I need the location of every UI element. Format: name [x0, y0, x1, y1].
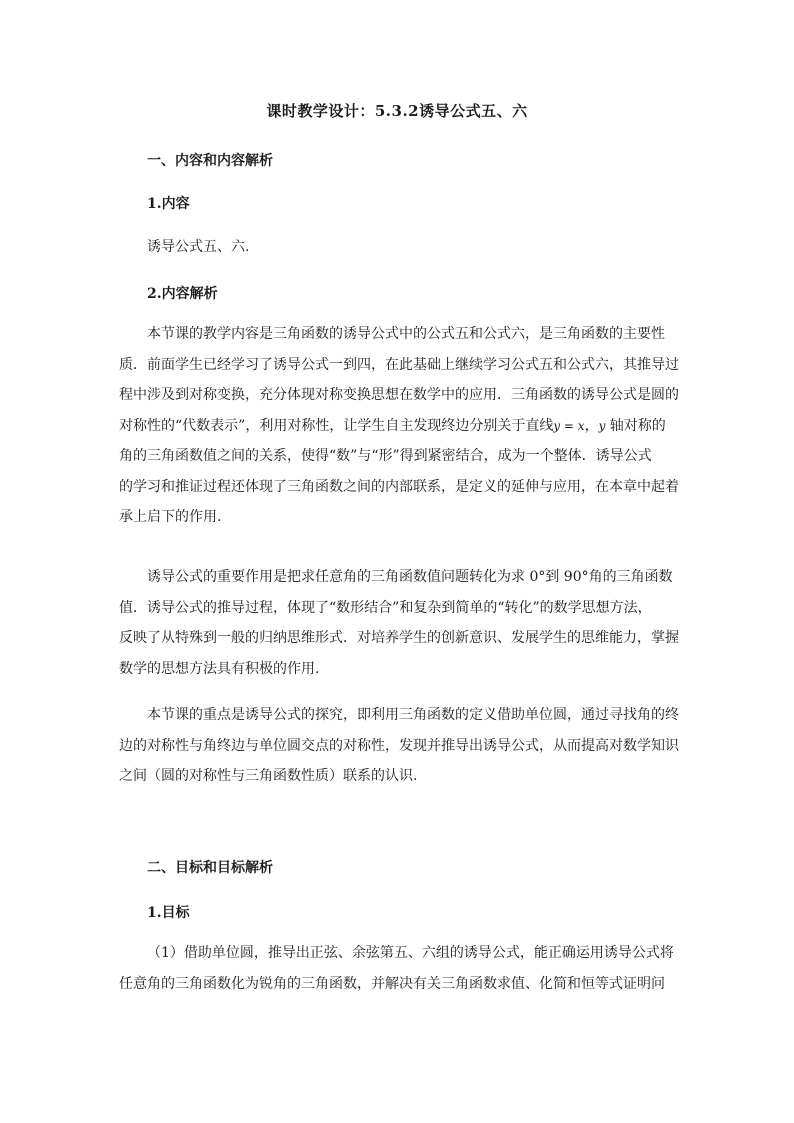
- subheading-content: 1.内容: [147, 196, 190, 212]
- subheading-goals: 1.目标: [147, 905, 190, 921]
- text-line: 本节课的重点是诱导公式的探究，即利用三角函数的定义借助单位圆，通过寻找角的终: [147, 707, 679, 723]
- section-heading-goals: 二、目标和目标解析: [147, 860, 273, 876]
- text-line: 诱导公式的重要作用是把求任意角的三角函数值问题转化为求 0°到 90°角的三角函数: [147, 569, 673, 585]
- text-line: 角的三角函数值之间的关系，使得“数”与“形”得到紧密结合，成为一个整体．诱导公式: [119, 448, 652, 464]
- text-line-with-math: [119, 411, 679, 442]
- text-line: 边的对称性与角终边与单位圆交点的对称性，发现并推导出诱导公式，从而提高对数学知识: [119, 737, 679, 754]
- content-text: 诱导公式五、六.: [147, 239, 250, 255]
- text-line: 反映了从特殊到一般的归纳思维形式．对培养学生的创新意识、发展学生的思维能力，掌握: [119, 630, 679, 646]
- text-line: 任意角的三角函数化为锐角的三角函数，并解决有关三角函数求值、化简和恒等式证明问: [119, 975, 665, 992]
- math-expression: y = x: [553, 418, 585, 433]
- paragraph-content-analysis-3: [119, 700, 679, 792]
- paragraph-content-analysis-2: [119, 562, 679, 684]
- text-line: 本节课的教学内容是三角函数的诱导公式中的公式五和公式六，是三角函数的主要性: [147, 326, 665, 342]
- text-line: （1）借助单位圆，推导出正弦、余弦第五、六组的诱导公式，能正确运用诱导公式将: [147, 945, 674, 961]
- text-segment: 轴对称的: [609, 417, 666, 434]
- text-line: 值．诱导公式的推导过程，体现了“数形结合”和复杂到简单的“转化”的数学思想方法，: [119, 599, 652, 616]
- document-title: 课时教学设计：5.3.2诱导公式五、六: [266, 102, 528, 120]
- text-line: 程中涉及到对称变换，充分体现对称变换思想在数学中的应用．三角函数的诱导公式是圆的: [119, 387, 679, 403]
- section-heading-content: 一、内容和内容解析: [147, 153, 273, 169]
- text-line: 之间（圆的对称性与三角函数性质）联系的认识.: [119, 768, 418, 784]
- paragraph-goals-1: [119, 938, 679, 999]
- text-line: 的学习和推证过程还体现了三角函数之间的内部联系，是定义的延伸与应用，在本章中起着: [119, 478, 679, 495]
- text-segment: 对称性的“代数表示”，利用对称性，让学生自主发现终边分别关于直线: [119, 417, 554, 434]
- subheading-content-analysis: 2.内容解析: [147, 286, 218, 302]
- math-expression: y: [598, 418, 606, 433]
- paragraph-content-analysis-1: [119, 319, 679, 533]
- text-segment: ，: [584, 417, 599, 434]
- text-line: 数学的思想方法具有积极的作用.: [119, 660, 320, 677]
- text-line: 承上启下的作用.: [119, 509, 222, 525]
- text-line: 质．前面学生已经学习了诱导公式一到四，在此基础上继续学习公式五和公式六，其推导过: [119, 356, 679, 373]
